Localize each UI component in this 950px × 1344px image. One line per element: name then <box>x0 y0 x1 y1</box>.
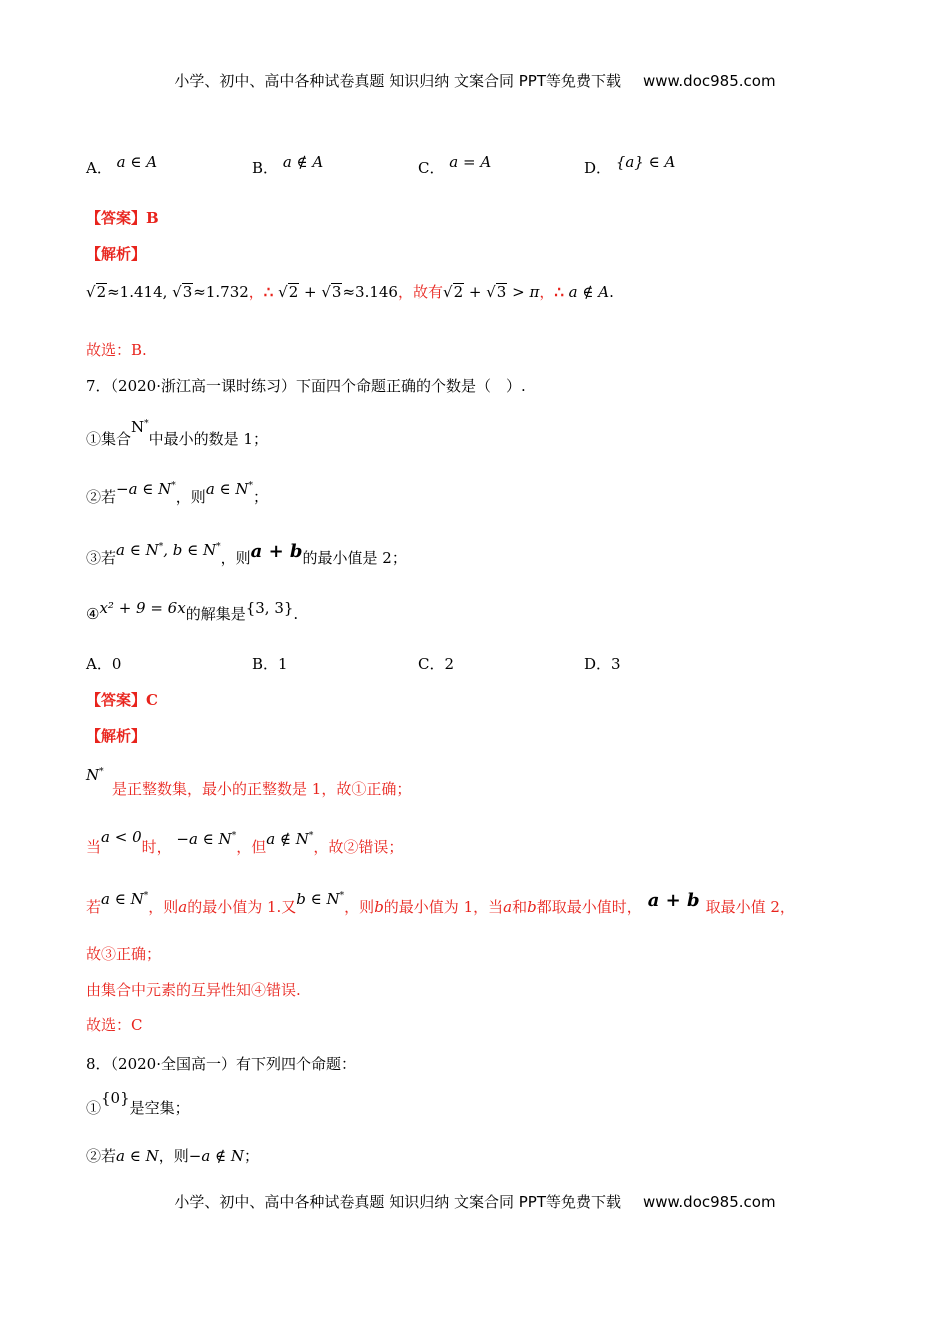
sqrt-3: 3 <box>182 283 193 301</box>
sqrt-3b: 3 <box>331 283 342 301</box>
q7-analysis-5: 由集合中元素的互异性知④错误. <box>86 981 301 999</box>
sqrt-2: 2 <box>96 283 107 301</box>
q7-a3-pre: 若 <box>86 898 102 916</box>
q7-a2-m1: a < 0 <box>101 828 142 846</box>
q7-p3-post: 的最小值是 2； <box>302 549 407 567</box>
q8-p2-pre: ②若 <box>86 1147 117 1165</box>
q7-option-a: A．0 <box>86 655 122 673</box>
sqrt-3c: 3 <box>496 283 507 301</box>
m2: ≈1.732 <box>193 283 249 301</box>
q7-analysis-title: 【解析】 <box>86 727 147 745</box>
sqrt-2b: 2 <box>288 283 299 301</box>
q7-proposition-1 <box>86 418 268 449</box>
q7-p4-post: . <box>293 605 299 623</box>
m3: + <box>304 283 317 301</box>
q7-a2-m3 <box>266 830 313 848</box>
q7-a3-t5: 和 <box>512 898 528 916</box>
q6-option-a <box>86 153 158 178</box>
q7-option-b: B．1 <box>252 655 288 673</box>
q7-p4-math2: {3, 3} <box>245 599 294 617</box>
star: * <box>143 891 149 901</box>
q7-p2-math2-text: a ∈ N <box>205 480 249 498</box>
star: * <box>248 481 254 491</box>
q7-a2-m2-text: −a ∈ N <box>176 830 232 848</box>
q7-answer: 【答案】C <box>86 691 158 709</box>
q6-option-d-label: D． <box>584 159 612 177</box>
q7-a2-t2: ，但 <box>236 838 267 856</box>
q7-a3-m2 <box>296 890 344 908</box>
q7-p2-post: ； <box>253 488 269 506</box>
q7-p3-math1b-text: , b ∈ N <box>163 541 217 559</box>
q7-a2-pre: 当 <box>86 838 102 856</box>
q7-a3-m1 <box>101 890 148 908</box>
q7-p4-pre: ④ <box>86 605 100 623</box>
q8-proposition-2 <box>86 1146 259 1166</box>
q6-answer: 【答案】B <box>86 209 159 227</box>
m7: a ∉ A <box>568 283 610 301</box>
q7-p3-math1-text: a ∈ N <box>116 541 159 559</box>
q8-p1-post: 是空集； <box>129 1099 190 1117</box>
q7-a3-m3: a + b <box>647 890 700 911</box>
q7-proposition-2 <box>86 480 269 507</box>
q8-stem: 8．（2020·全国高一）有下列四个命题： <box>86 1055 356 1073</box>
q7-option-d: D．3 <box>584 655 621 673</box>
q7-a2-t3: ，故②错误； <box>313 838 404 856</box>
q6-option-b-math: a ∉ A <box>282 153 324 171</box>
q7-analysis-2 <box>86 828 404 857</box>
m5: + <box>468 283 482 301</box>
q6-analysis-math2: √2 + √3≈3.146 <box>278 283 398 301</box>
q7-option-c: C．2 <box>418 655 455 673</box>
q6-analysis-title: 【解析】 <box>86 245 147 263</box>
q7-p2-math2 <box>206 480 253 498</box>
q8-p1-math: {0} <box>101 1089 130 1107</box>
star: * <box>216 542 221 552</box>
star: * <box>144 419 149 429</box>
q7-a1-text: 是正整数集，最小的正整数是 1，故①正确； <box>112 780 412 798</box>
q8-p2-math1: a ∈ N <box>116 1147 159 1165</box>
therefore-symbol: ∴ <box>263 283 274 301</box>
q7-a3-t6: 都取最小值时， <box>536 898 642 916</box>
q6-option-d <box>584 153 676 178</box>
q8-p2-math2: −a ∉ N <box>188 1147 245 1165</box>
t3: ， <box>539 283 555 301</box>
q7-analysis-1 <box>86 766 412 799</box>
q7-p2-math1-text: −a ∈ N <box>116 480 172 498</box>
m6: > π <box>512 283 540 301</box>
t2: ，故有 <box>397 283 443 301</box>
q7-p3-pre: ③若 <box>86 549 117 567</box>
t1: ， <box>248 283 264 301</box>
q7-a3-t1: ，则 <box>148 898 179 916</box>
q6-option-c-label: C． <box>418 159 445 177</box>
star: * <box>171 481 176 491</box>
q7-p3-math1 <box>116 541 221 559</box>
q6-analysis-math1: √2≈1.414, √3≈1.732 <box>86 283 249 301</box>
q7-a3-v4: b <box>527 898 537 916</box>
q7-p4-math1: x² + 9 = 6x <box>99 599 186 617</box>
q7-a3-v1: a <box>178 898 188 916</box>
star: * <box>99 767 104 777</box>
q7-a3-t3: ，则 <box>344 898 375 916</box>
q6-option-b <box>252 153 324 178</box>
q7-stem: 7．（2020·浙江高一课时练习）下面四个命题正确的个数是（ ）. <box>86 377 526 395</box>
q7-analysis-3 <box>86 890 795 917</box>
q7-a3-v2: b <box>374 898 384 916</box>
q7-proposition-3 <box>86 541 407 568</box>
sqrt-2c: 2 <box>453 283 464 301</box>
q6-analysis-math3: √2 + √3 > π <box>443 283 540 301</box>
q7-a3-t7: 取最小值 2， <box>705 898 795 916</box>
footer-text: 小学、初中、高中各种试卷真题 知识归纳 文案合同 PPT等免费下载 <box>174 1193 621 1211</box>
q7-a3-t4: 的最小值为 1，当 <box>383 898 504 916</box>
q6-conclusion: 故选：B. <box>86 341 147 359</box>
q7-p1-math-n: N <box>131 418 145 436</box>
star: * <box>158 542 164 552</box>
q7-conclusion: 故选：C <box>86 1016 143 1034</box>
footer-site: www.doc985.com <box>642 1193 776 1211</box>
q7-p2-pre: ②若 <box>86 488 117 506</box>
q7-a1-math <box>86 762 112 785</box>
q7-a2-m3-text: a ∉ N <box>266 830 309 848</box>
q8-p1-pre: ① <box>86 1099 102 1117</box>
q6-option-c <box>418 153 492 178</box>
q8-proposition-1 <box>86 1089 190 1118</box>
page-header <box>0 70 950 91</box>
q6-option-a-label: A． <box>86 159 112 177</box>
q7-p1-math <box>131 418 149 436</box>
header-site: www.doc985.com <box>642 72 776 90</box>
q7-p1-post: 中最小的数是 1； <box>148 430 268 448</box>
q7-p3-mid: ，则 <box>220 549 251 567</box>
q8-p2-post: ； <box>244 1147 260 1165</box>
q7-p2-math1 <box>116 480 176 498</box>
q7-a1-math-n: N <box>86 766 100 784</box>
q8-p2-mid: ，则 <box>158 1147 189 1165</box>
q7-analysis-4: 故③正确； <box>86 945 162 963</box>
q7-p1-pre: ①集合 <box>86 430 132 448</box>
q6-option-d-math: {a} ∈ A <box>615 153 676 171</box>
q7-a3-m1-text: a ∈ N <box>101 890 144 908</box>
header-text: 小学、初中、高中各种试卷真题 知识归纳 文案合同 PPT等免费下载 <box>174 72 621 90</box>
q6-option-b-label: B． <box>252 159 279 177</box>
q7-a2-t1: 时， <box>141 838 172 856</box>
q7-proposition-4 <box>86 599 299 624</box>
star: * <box>231 831 237 841</box>
star: * <box>339 891 345 901</box>
q7-a3-t2: 的最小值为 1.又 <box>187 898 297 916</box>
q7-a2-m2 <box>176 830 236 848</box>
q6-option-c-math: a = A <box>449 153 492 171</box>
q6-option-a-math: a ∈ A <box>116 153 158 171</box>
m1: ≈1.414, <box>107 283 168 301</box>
star: * <box>308 831 314 841</box>
end: . <box>609 283 614 301</box>
therefore-symbol-2: ∴ <box>554 283 564 301</box>
q6-analysis-line <box>86 282 614 302</box>
q7-p3-math2: a + b <box>250 541 303 562</box>
q7-p4-mid: 的解集是 <box>185 605 246 623</box>
q7-p2-mid: ，则 <box>175 488 206 506</box>
q7-a3-v3: a <box>503 898 513 916</box>
page-footer <box>0 1191 950 1212</box>
q7-a3-m2-text: b ∈ N <box>296 890 340 908</box>
m4: ≈3.146 <box>342 283 398 301</box>
